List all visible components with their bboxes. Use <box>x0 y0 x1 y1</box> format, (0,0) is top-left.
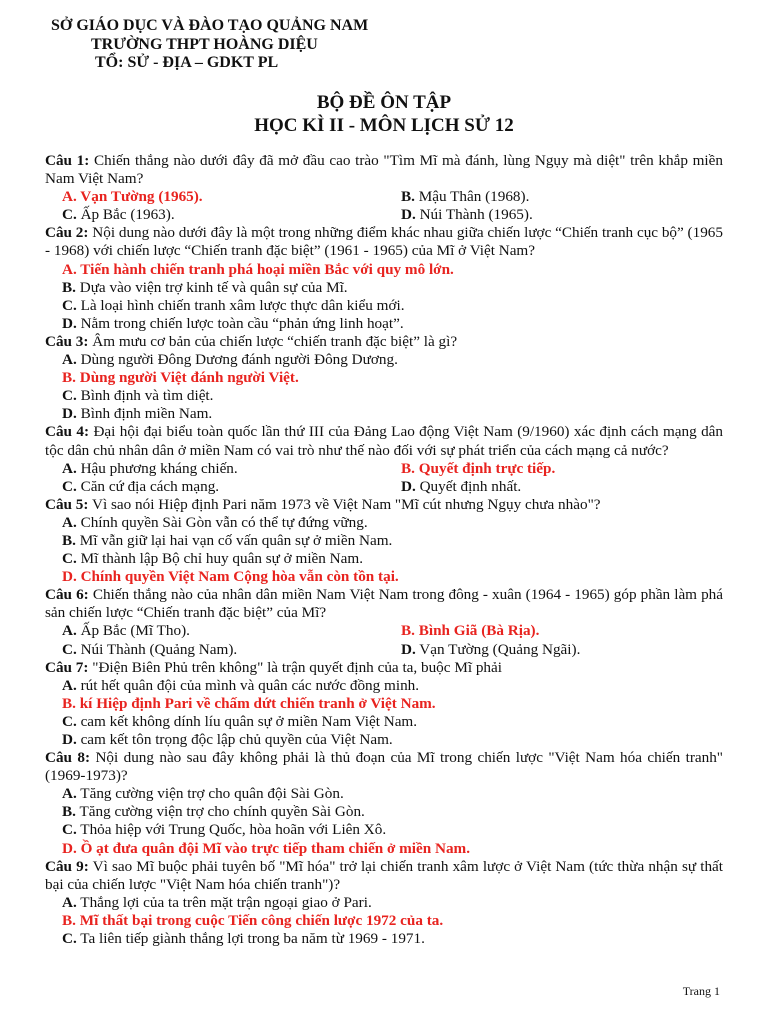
option-text: Mĩ thành lập Bộ chỉ huy quân sự ở miền Nam. <box>80 550 363 568</box>
answer-option <box>45 188 384 206</box>
option-letter: C. <box>62 296 77 314</box>
option-letter: B. <box>401 188 415 206</box>
answer-option <box>45 206 384 224</box>
question-text: Chiến thắng nào dưới đây đã mở đầu cao trào "Tìm Mĩ mà đánh, lùng Ngụy mà diệt" trên khắp miền Nam Việt Nam? <box>45 152 723 188</box>
option-letter: A. <box>62 622 77 640</box>
header-group: TỔ: SỬ - ĐỊA – GDKT PL <box>95 54 279 71</box>
option-letter: C. <box>62 550 77 568</box>
question-stem <box>45 586 723 622</box>
answer-option <box>45 315 723 333</box>
question-block <box>45 152 723 224</box>
question-text: Chiến thắng nào của nhân dân miền Nam Việt Nam trong đông - xuân (1964 - 1965) góp phần làm phá sản chiến lược “Chiến tranh đặc biệt” của Mĩ? <box>45 586 723 622</box>
answer-option <box>45 351 723 369</box>
option-text: Là loại hình chiến tranh xâm lược thực dân kiểu mới. <box>80 296 405 314</box>
question-block <box>45 333 723 423</box>
option-row <box>45 460 723 478</box>
answer-option <box>45 622 384 640</box>
option-letter: B. <box>62 531 76 549</box>
option-text: cam kết không dính líu quân sự ở miền Nam Việt Nam. <box>80 712 418 730</box>
option-text: Núi Thành (1965). <box>419 206 533 224</box>
question-text: Nội dung nào dưới đây là một trong những điểm khác nhau giữa chiến lược “Chiến tranh cục bộ” (1965 - 1968) với chiến lược “Chiến tranh đặc biệt” (1961 - 1965) của Mĩ ở Việt Nam? <box>45 224 723 260</box>
option-letter: C. <box>62 387 77 405</box>
answer-option <box>45 279 723 297</box>
option-row <box>45 478 723 496</box>
answer-option <box>45 930 723 948</box>
option-letter: C. <box>62 821 77 839</box>
option-text: Quyết định trực tiếp. <box>418 459 556 477</box>
question-block <box>45 858 723 948</box>
option-text: Mậu Thân (1968). <box>418 188 530 206</box>
question-number: Câu 6: <box>45 586 89 604</box>
header-department: SỞ GIÁO DỤC VÀ ĐÀO TẠO QUẢNG NAM <box>51 17 369 34</box>
option-text: Chính quyền Sài Gòn vẫn có thể tự đứng vững. <box>80 513 368 531</box>
question-text: Đại hội đại biểu toàn quốc lần thứ III của Đảng Lao động Việt Nam (9/1960) xác định cách mạng dân tộc dân chủ nhân dân ở miền Nam có vai trò như thế nào đối với sự phát triển của cách mạng cả nước? <box>45 423 723 459</box>
option-letter: B. <box>401 622 415 640</box>
option-text: kí Hiệp định Pari về chấm dứt chiến tranh ở Việt Nam. <box>79 694 436 712</box>
question-stem <box>45 659 723 677</box>
question-text: Nội dung nào sau đây không phải là thủ đoạn của Mĩ trong chiến lược "Việt Nam hóa chiến tranh" (1969-1973)? <box>45 749 724 785</box>
document-title: BỘ ĐỀ ÔN TẬP <box>316 92 452 113</box>
answer-option <box>384 478 723 496</box>
option-text: Núi Thành (Quảng Nam). <box>80 640 238 658</box>
option-letter: B. <box>62 803 76 821</box>
answer-option <box>45 785 723 803</box>
answer-option <box>45 840 723 858</box>
option-text: Dùng người Đông Dương đánh người Đông Dương. <box>80 351 398 369</box>
option-row <box>45 188 723 206</box>
question-number: Câu 9: <box>45 857 89 875</box>
question-block <box>45 659 723 749</box>
option-text: Mĩ thất bại trong cuộc Tiến công chiến lược 1972 của ta. <box>79 911 444 929</box>
option-letter: C. <box>62 930 77 948</box>
answer-option <box>45 803 723 821</box>
option-text: Ấp Bắc (Mĩ Tho). <box>80 622 190 640</box>
option-letter: A. <box>62 459 77 477</box>
option-text: Thắng lợi của ta trên mặt trận ngoại giao ở Pari. <box>80 893 372 911</box>
option-letter: C. <box>62 640 77 658</box>
option-letter: A. <box>62 893 77 911</box>
option-letter: A. <box>62 513 77 531</box>
option-letter: D. <box>62 314 77 332</box>
option-letter: C. <box>62 712 77 730</box>
option-row <box>45 622 723 640</box>
option-letter: A. <box>62 188 77 206</box>
option-letter: D. <box>401 206 416 224</box>
answer-option <box>45 387 723 405</box>
question-stem <box>45 749 723 785</box>
answer-option <box>45 894 723 912</box>
question-block <box>45 749 723 858</box>
answer-option <box>384 188 723 206</box>
option-text: Ấp Bắc (1963). <box>80 206 175 224</box>
header-school: TRƯỜNG THPT HOÀNG DIỆU <box>91 36 318 53</box>
option-letter: D. <box>401 477 416 495</box>
option-text: Bình định và tìm diệt. <box>80 387 214 405</box>
answer-option <box>45 369 723 387</box>
option-text: Bình định miền Nam. <box>80 405 213 423</box>
question-text: Vì sao Mĩ buộc phải tuyên bố "Mĩ hóa" trở lại chiến tranh xâm lược ở Việt Nam (tức thừa nhận sự thất bại của chiến lược "Việt Nam hóa chiến tranh")? <box>45 857 723 893</box>
option-text: Chính quyền Việt Nam Cộng hòa vẫn còn tồn tại. <box>80 568 399 586</box>
option-text: Thỏa hiệp với Trung Quốc, hòa hoãn với Liên Xô. <box>80 821 387 839</box>
option-letter: D. <box>62 839 77 857</box>
option-row <box>45 641 723 659</box>
question-stem <box>45 152 723 188</box>
option-letter: B. <box>62 694 76 712</box>
answer-option <box>45 297 723 315</box>
option-text: Dùng người Việt đánh người Việt. <box>79 369 299 387</box>
question-stem <box>45 224 723 260</box>
question-stem <box>45 333 723 351</box>
answer-option <box>384 206 723 224</box>
option-text: Tăng cường viện trợ cho chính quyền Sài Gòn. <box>79 803 365 821</box>
option-letter: A. <box>62 676 77 694</box>
answer-option <box>45 261 723 279</box>
answer-option <box>384 622 723 640</box>
option-letter: C. <box>62 477 77 495</box>
answer-option <box>45 641 384 659</box>
question-stem <box>45 496 723 514</box>
answer-option <box>45 532 723 550</box>
question-block <box>45 224 723 333</box>
option-text: Hậu phương kháng chiến. <box>80 459 238 477</box>
option-text: Quyết định nhất. <box>419 477 522 495</box>
answer-option <box>45 821 723 839</box>
question-number: Câu 4: <box>45 423 90 441</box>
question-stem <box>45 423 723 459</box>
option-text: Tiến hành chiến tranh phá hoại miền Bắc với quy mô lớn. <box>80 260 454 278</box>
answer-option <box>384 460 723 478</box>
option-letter: B. <box>62 911 76 929</box>
option-letter: A. <box>62 260 77 278</box>
question-text: "Điện Biên Phủ trên không" là trận quyết định của ta, buộc Mĩ phải <box>92 658 502 676</box>
option-letter: D. <box>62 568 77 586</box>
option-text: Ta liên tiếp giành thắng lợi trong ba năm từ 1969 - 1971. <box>80 930 425 948</box>
option-letter: D. <box>401 640 416 658</box>
question-number: Câu 1: <box>45 152 90 169</box>
answer-option <box>45 478 384 496</box>
question-number: Câu 3: <box>45 332 89 350</box>
answer-option <box>45 677 723 695</box>
question-list <box>45 152 723 948</box>
option-text: Dựa vào viện trợ kinh tế và quân sự của Mĩ. <box>79 278 348 296</box>
question-block <box>45 586 723 658</box>
answer-option <box>45 550 723 568</box>
question-text: Vì sao nói Hiệp định Pari năm 1973 về Việt Nam "Mĩ cút nhưng Ngụy chưa nhào"? <box>92 495 601 513</box>
question-text: Âm mưu cơ bản của chiến lược “chiến tranh đặc biệt” là gì? <box>92 332 458 350</box>
page-number: Trang 1 <box>682 984 720 998</box>
question-number: Câu 2: <box>45 224 89 242</box>
answer-option <box>45 514 723 532</box>
document-subtitle: HỌC KÌ II - MÔN LỊCH SỬ 12 <box>254 115 514 136</box>
option-text: Căn cứ địa cách mạng. <box>80 477 220 495</box>
option-text: rút hết quân đội của mình và quân các nước đồng minh. <box>80 676 420 694</box>
option-letter: D. <box>62 731 77 748</box>
option-text: Ồ ạt đưa quân đội Mĩ vào trực tiếp tham chiến ở miền Nam. <box>80 839 471 857</box>
question-stem <box>45 858 723 894</box>
question-block <box>45 423 723 495</box>
option-letter: B. <box>62 369 76 387</box>
option-row <box>45 206 723 224</box>
option-letter: A. <box>62 785 77 803</box>
option-text: Bình Giã (Bà Rịa). <box>418 622 540 640</box>
answer-option <box>45 460 384 478</box>
question-number: Câu 5: <box>45 495 89 513</box>
option-letter: D. <box>62 405 77 423</box>
option-text: Nằm trong chiến lược toàn cầu “phản ứng linh hoạt”. <box>80 314 404 332</box>
option-text: Vạn Tường (Quảng Ngãi). <box>419 640 581 658</box>
answer-option <box>45 731 723 749</box>
option-letter: B. <box>62 278 76 296</box>
option-letter: A. <box>62 351 77 369</box>
option-text: Vạn Tường (1965). <box>80 188 203 206</box>
option-text: Mĩ vẫn giữ lại hai vạn cố vấn quân sự ở miền Nam. <box>79 531 393 549</box>
question-number: Câu 7: <box>45 658 89 676</box>
question-number: Câu 8: <box>45 749 91 767</box>
option-text: Tăng cường viện trợ cho quân đội Sài Gòn. <box>80 785 344 803</box>
option-letter: C. <box>62 206 77 224</box>
question-block <box>45 496 723 586</box>
answer-option <box>45 405 723 423</box>
answer-option <box>45 912 723 930</box>
answer-option <box>384 641 723 659</box>
answer-option <box>45 568 723 586</box>
option-text: cam kết tôn trọng độc lập chủ quyền của Việt Nam. <box>80 731 393 748</box>
answer-option <box>45 695 723 713</box>
answer-option <box>45 713 723 731</box>
option-letter: B. <box>401 459 415 477</box>
